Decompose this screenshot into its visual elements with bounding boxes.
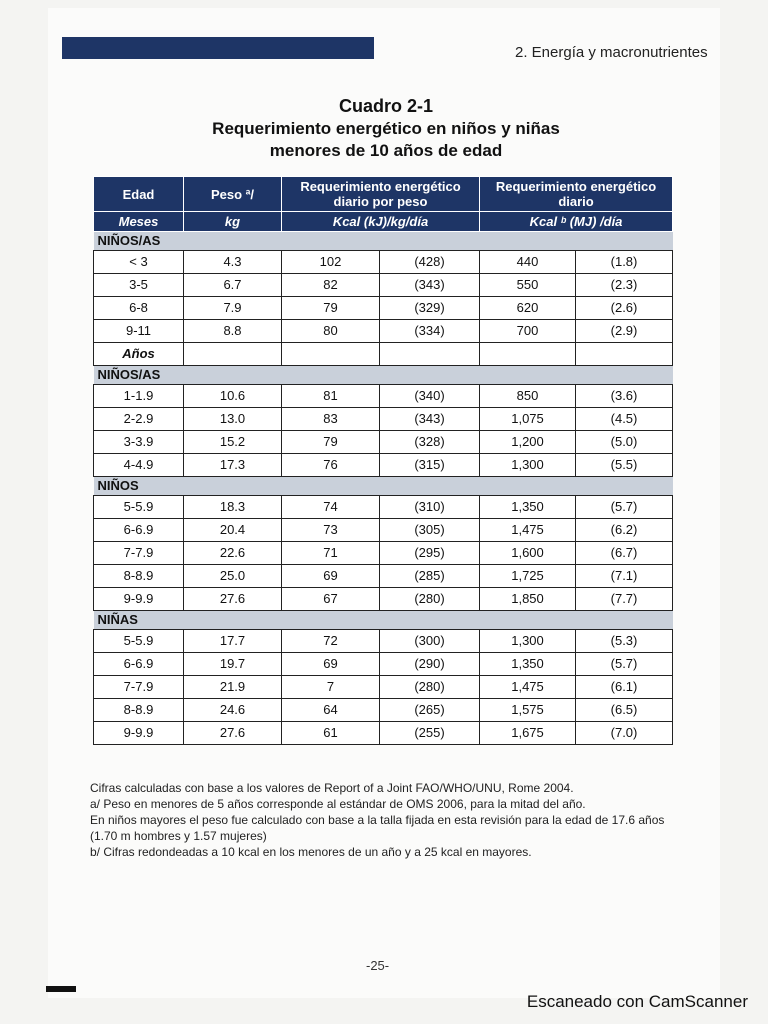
table-cell: 64	[282, 699, 380, 722]
table-row	[94, 408, 673, 431]
header-row-1	[94, 177, 673, 212]
table-cell: 1,600	[480, 542, 576, 565]
table-cell: 9-9.9	[94, 588, 184, 611]
table-cell: 102	[282, 251, 380, 274]
table-cell: 1,675	[480, 722, 576, 745]
table-cell: 81	[282, 385, 380, 408]
table-cell: 82	[282, 274, 380, 297]
table-row	[94, 320, 673, 343]
table-cell: 1,350	[480, 496, 576, 519]
table-cell: 4-4.9	[94, 454, 184, 477]
section-row	[94, 477, 673, 496]
table-cell: (3.6)	[576, 385, 673, 408]
table-cell: 7	[282, 676, 380, 699]
table-cell: (340)	[380, 385, 480, 408]
table-row	[94, 519, 673, 542]
table-cell: 18.3	[184, 496, 282, 519]
table-cell: 6-6.9	[94, 519, 184, 542]
table-cell: 25.0	[184, 565, 282, 588]
energy-table	[93, 176, 672, 745]
table-row	[94, 274, 673, 297]
footnote-source: Cifras calculadas con base a los valores de Report of a Joint FAO/WHO/UNU, Rome 2004.	[90, 781, 574, 795]
section-label: NIÑOS	[94, 477, 673, 496]
section-row	[94, 232, 673, 251]
table-cell: 10.6	[184, 385, 282, 408]
table-cell: (1.8)	[576, 251, 673, 274]
section-row	[94, 611, 673, 630]
table-row	[94, 431, 673, 454]
table-cell: 1,075	[480, 408, 576, 431]
table-cell: 27.6	[184, 588, 282, 611]
table-row	[94, 454, 673, 477]
table-cell: 13.0	[184, 408, 282, 431]
table-cell: (2.9)	[576, 320, 673, 343]
table-cell: 8-8.9	[94, 565, 184, 588]
scanner-watermark: Escaneado con CamScanner	[526, 992, 748, 1011]
footer-stripe	[46, 986, 76, 992]
table-title-line2: menores de 10 años de edad	[269, 141, 503, 160]
table-cell: 71	[282, 542, 380, 565]
table-cell: (315)	[380, 454, 480, 477]
anos-label: Años	[94, 343, 184, 366]
table-cell: 76	[282, 454, 380, 477]
table-cell	[282, 343, 380, 366]
table-row	[94, 297, 673, 320]
table-cell: (255)	[380, 722, 480, 745]
table-cell: 440	[480, 251, 576, 274]
table-cell: (6.5)	[576, 699, 673, 722]
col-req-diario: Requerimiento energético diario	[480, 177, 673, 212]
table-cell: 4.3	[184, 251, 282, 274]
table-cell: 7.9	[184, 297, 282, 320]
table-cell	[576, 343, 673, 366]
table-row	[94, 542, 673, 565]
table-cell: (4.5)	[576, 408, 673, 431]
table-row	[94, 385, 673, 408]
table-cell: (5.7)	[576, 496, 673, 519]
table-cell: 7-7.9	[94, 676, 184, 699]
table-cell: (7.1)	[576, 565, 673, 588]
table-cell: 1,475	[480, 519, 576, 542]
table-cell: 6-8	[94, 297, 184, 320]
table-cell: (6.7)	[576, 542, 673, 565]
table-cell: 1,575	[480, 699, 576, 722]
table-cell: (5.0)	[576, 431, 673, 454]
table-cell: (295)	[380, 542, 480, 565]
table-cell: (343)	[380, 274, 480, 297]
table-cell: (329)	[380, 297, 480, 320]
section-row	[94, 366, 673, 385]
section-label: NIÑAS	[94, 611, 673, 630]
table-cell: (7.0)	[576, 722, 673, 745]
table-cell: (2.3)	[576, 274, 673, 297]
table-row	[94, 722, 673, 745]
table-cell: 83	[282, 408, 380, 431]
header-row-2	[94, 212, 673, 232]
footnote-b: b/ Cifras redondeadas a 10 kcal en los menores de un año y a 25 kcal en mayores.	[90, 845, 532, 859]
table-cell: (5.5)	[576, 454, 673, 477]
table-cell	[380, 343, 480, 366]
table-cell: (310)	[380, 496, 480, 519]
table-cell: (290)	[380, 653, 480, 676]
table-cell: 1,725	[480, 565, 576, 588]
table-cell: 15.2	[184, 431, 282, 454]
table-cell: 700	[480, 320, 576, 343]
table-cell: (6.2)	[576, 519, 673, 542]
table-cell: 69	[282, 653, 380, 676]
section-label: NIÑOS/AS	[94, 366, 673, 385]
table-cell: (428)	[380, 251, 480, 274]
table-cell: 22.6	[184, 542, 282, 565]
table-cell: (300)	[380, 630, 480, 653]
table-cell: 1,200	[480, 431, 576, 454]
table-cell: 17.3	[184, 454, 282, 477]
col-kcal-dia: Kcal ᵇ (MJ) /día	[480, 212, 673, 232]
table-cell: 24.6	[184, 699, 282, 722]
table-row	[94, 653, 673, 676]
table-row	[94, 676, 673, 699]
table-row	[94, 588, 673, 611]
table-cell: 79	[282, 431, 380, 454]
table-cell: 79	[282, 297, 380, 320]
table-cell: 1,475	[480, 676, 576, 699]
table-row	[94, 251, 673, 274]
table-row	[94, 699, 673, 722]
table-title-line1: Requerimiento energético en niños y niñas	[212, 119, 560, 138]
table-cell: 73	[282, 519, 380, 542]
table-cell: 9-11	[94, 320, 184, 343]
table-cell: 80	[282, 320, 380, 343]
table-cell	[480, 343, 576, 366]
col-meses: Meses	[94, 212, 184, 232]
table-cell: 1,300	[480, 454, 576, 477]
table-cell: (285)	[380, 565, 480, 588]
col-req-peso: Requerimiento energético diario por peso	[282, 177, 480, 212]
table-cell: 9-9.9	[94, 722, 184, 745]
table-cell: 3-5	[94, 274, 184, 297]
footnote-a-cont: En niños mayores el peso fue calculado con base a la talla fijada en esta revisión para la edad de 17.6 años (1.70 m hombres y 1.57 mujeres)	[90, 813, 665, 843]
table-cell: (343)	[380, 408, 480, 431]
section-label: NIÑOS/AS	[94, 232, 673, 251]
table-cell: 3-3.9	[94, 431, 184, 454]
table-cell: 5-5.9	[94, 496, 184, 519]
table-cell: 1-1.9	[94, 385, 184, 408]
table-cell: 17.7	[184, 630, 282, 653]
table-cell: (7.7)	[576, 588, 673, 611]
table-cell: (280)	[380, 676, 480, 699]
table-number: Cuadro 2-1	[338, 96, 434, 116]
table-cell: 8.8	[184, 320, 282, 343]
table-cell: < 3	[94, 251, 184, 274]
table-cell: 19.7	[184, 653, 282, 676]
table-row	[94, 496, 673, 519]
table-cell: 850	[480, 385, 576, 408]
footnote-a: a/ Peso en menores de 5 años corresponde al estándar de OMS 2006, para la mitad del año.	[90, 797, 586, 811]
table-cell: 7-7.9	[94, 542, 184, 565]
table-cell: 2-2.9	[94, 408, 184, 431]
table-cell: (334)	[380, 320, 480, 343]
table-cell: 21.9	[184, 676, 282, 699]
table-cell: (280)	[380, 588, 480, 611]
col-kg: kg	[184, 212, 282, 232]
table-row	[94, 630, 673, 653]
table-cell: (5.3)	[576, 630, 673, 653]
table-cell: 61	[282, 722, 380, 745]
section-header: 2. Energía y macronutrientes	[515, 44, 708, 61]
table-cell: 8-8.9	[94, 699, 184, 722]
table-body	[94, 232, 673, 745]
table-cell: (305)	[380, 519, 480, 542]
table-cell: 27.6	[184, 722, 282, 745]
table-cell: 20.4	[184, 519, 282, 542]
col-peso: Peso ª/	[184, 177, 282, 212]
table-cell: 1,350	[480, 653, 576, 676]
table-cell: 6.7	[184, 274, 282, 297]
table-cell: 1,300	[480, 630, 576, 653]
table-cell: (6.1)	[576, 676, 673, 699]
table-cell: 620	[480, 297, 576, 320]
table-cell: 6-6.9	[94, 653, 184, 676]
table-cell: 1,850	[480, 588, 576, 611]
header-bar	[62, 37, 374, 59]
table-cell	[184, 343, 282, 366]
table-cell: 74	[282, 496, 380, 519]
table-cell: 69	[282, 565, 380, 588]
table-cell: (265)	[380, 699, 480, 722]
footnotes	[90, 780, 680, 860]
table-cell: (328)	[380, 431, 480, 454]
col-kcal-kg: Kcal (kJ)/kg/día	[282, 212, 480, 232]
table-cell: 67	[282, 588, 380, 611]
page-number: -25-	[366, 958, 390, 973]
table-cell: 5-5.9	[94, 630, 184, 653]
table-cell: (5.7)	[576, 653, 673, 676]
table-cell: 550	[480, 274, 576, 297]
col-edad: Edad	[94, 177, 184, 212]
table-row	[94, 565, 673, 588]
table-cell: 72	[282, 630, 380, 653]
table-row	[94, 343, 673, 366]
table-cell: (2.6)	[576, 297, 673, 320]
